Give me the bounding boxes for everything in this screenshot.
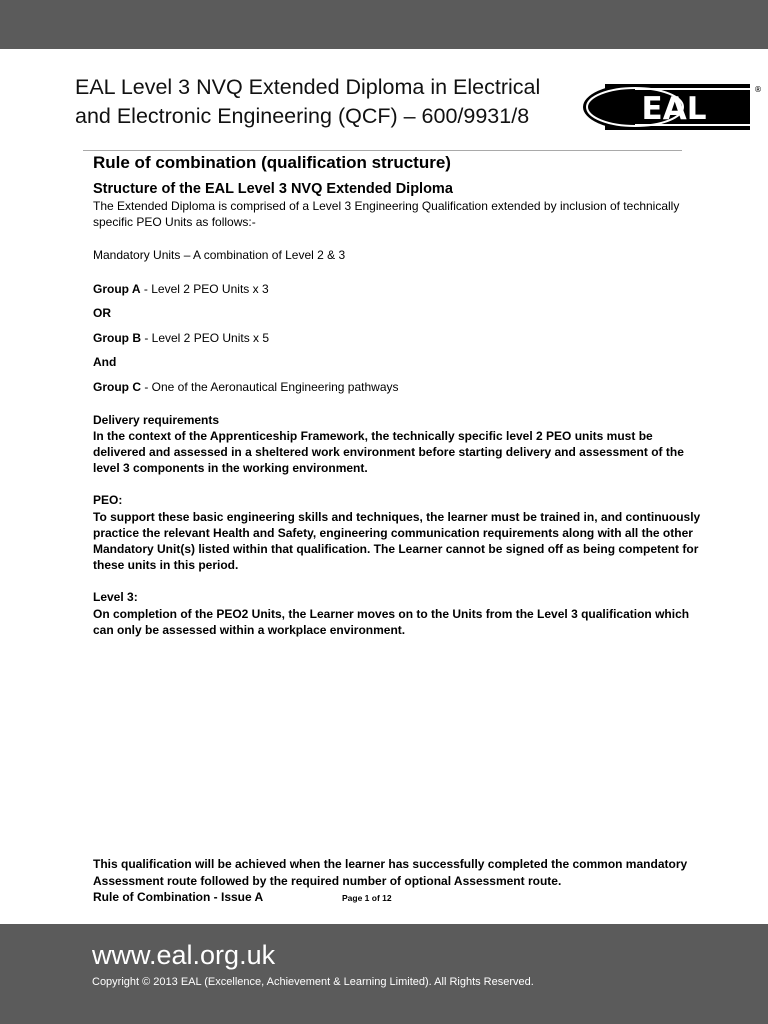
logo-text: EAL bbox=[641, 91, 707, 127]
delivery-heading: Delivery requirements bbox=[93, 412, 220, 427]
group-c-label: Group C bbox=[93, 380, 141, 395]
level3-heading: Level 3: bbox=[93, 590, 138, 605]
website-link[interactable]: www.eal.org.uk bbox=[92, 940, 276, 970]
level3-paragraph: On completion of the PEO2 Units, the Learner moves on to the Units from the Level 3 qualification which can only be assessed within a workplace environment. bbox=[93, 606, 690, 637]
group-a-text: - Level 2 PEO Units x 3 bbox=[140, 281, 269, 296]
section-subheading: Structure of the EAL Level 3 NVQ Extended Diploma bbox=[93, 181, 453, 197]
document-title bbox=[75, 73, 585, 131]
copyright-notice: Copyright © 2013 EAL (Excellence, Achievement & Learning Limited). All Rights Reserved. bbox=[92, 976, 534, 988]
group-c-text: - One of the Aeronautical Engineering pathways bbox=[141, 380, 399, 395]
section-heading: Rule of combination (qualification structure) bbox=[93, 153, 451, 172]
issue-label: Rule of Combination - Issue A bbox=[93, 890, 264, 904]
top-bar bbox=[0, 0, 768, 49]
achievement-line-1: This qualification will be achieved when the learner has successfully completed the common mandatory bbox=[93, 857, 688, 871]
achievement-line-2: Assessment route followed by the required number of optional Assessment route. bbox=[93, 873, 562, 888]
group-a-line bbox=[93, 281, 705, 297]
group-b-label: Group B bbox=[93, 331, 141, 346]
document-body bbox=[93, 152, 705, 638]
mandatory-units: Mandatory Units – A combination of Level 2 & 3 bbox=[93, 248, 346, 263]
group-b-text: - Level 2 PEO Units x 5 bbox=[141, 331, 270, 346]
and-text: And bbox=[93, 355, 117, 370]
achievement-note bbox=[93, 856, 713, 906]
group-c-line bbox=[93, 379, 705, 395]
delivery-paragraph: In the context of the Apprenticeship Framework, the technically specific level 2 PEO units must be delivered and assessed in a sheltered work environment before starting delivery and assessment of the level 3 components in the working environment. bbox=[93, 428, 684, 476]
title-line-1: EAL Level 3 NVQ Extended Diploma in Electrical bbox=[75, 75, 541, 99]
peo-heading: PEO: bbox=[93, 493, 123, 508]
header-divider bbox=[83, 150, 682, 151]
eal-logo bbox=[583, 84, 763, 130]
title-line-2: and Electronic Engineering (QCF) – 600/9931/8 bbox=[75, 104, 530, 128]
page-number: Page 1 of 12 bbox=[342, 893, 392, 903]
intro-paragraph: The Extended Diploma is comprised of a Level 3 Engineering Qualification extended by inclusion of technically specific PEO Units as follows:- bbox=[93, 199, 680, 230]
group-b-line bbox=[93, 330, 705, 346]
registered-mark: ® bbox=[754, 85, 762, 94]
peo-paragraph: To support these basic engineering skills and techniques, the learner must be trained in, and continuously practice the relevant Health and Safety, engineering communication requirements along with all the other Mandatory Unit(s) listed within that qualification. The Learner cannot be signed off as being competent for these units in this period. bbox=[93, 509, 701, 573]
or-text: OR bbox=[93, 305, 111, 320]
group-a-label: Group A bbox=[93, 281, 141, 296]
